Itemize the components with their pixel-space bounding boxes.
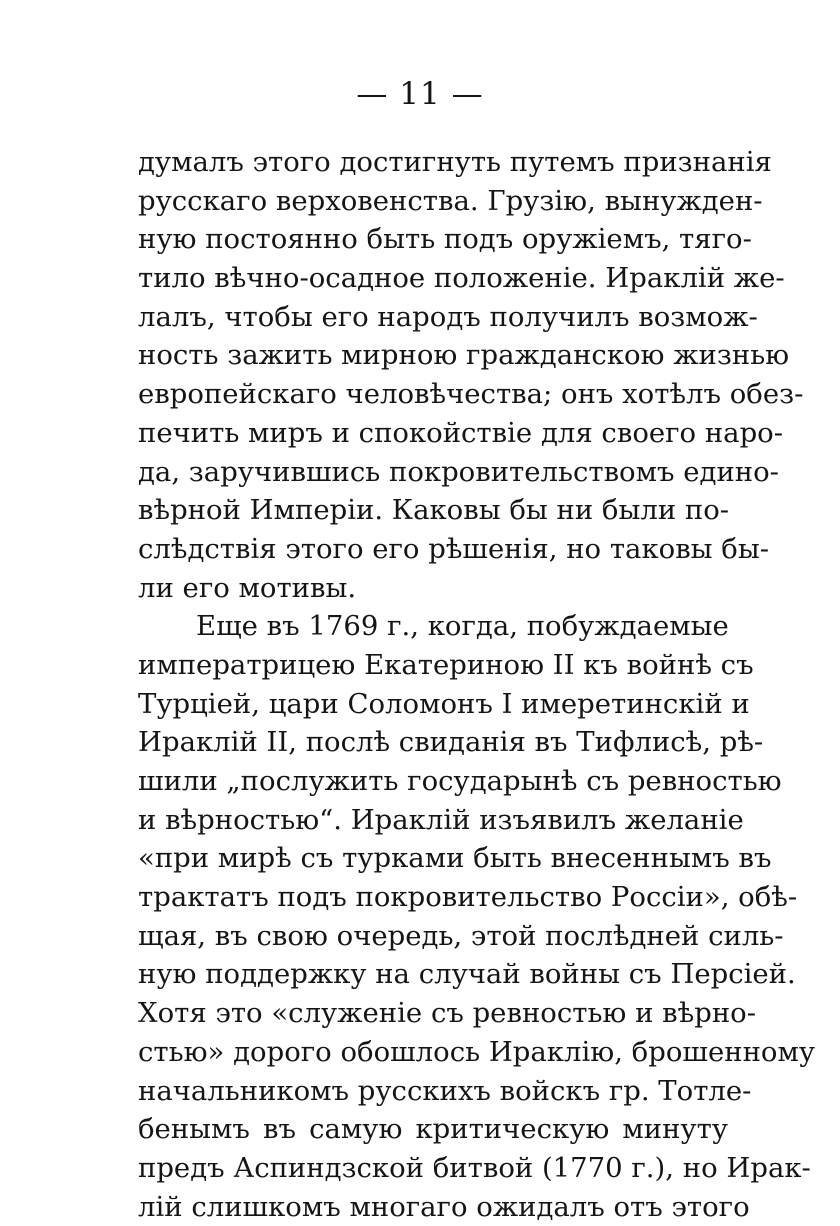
paragraph-2	[138, 607, 816, 1226]
text-line: предъ Аспиндзской битвой (1770 г.), но Ирак-	[138, 1151, 811, 1184]
text-line: шили „послужить государынѣ съ ревностью	[138, 765, 782, 797]
paragraph-1	[138, 143, 804, 607]
text-line: вѣрной Имперіи. Каковы бы ни были по-	[138, 494, 730, 527]
text-line: ли его мотивы.	[138, 571, 357, 604]
text-line: и вѣрностью“. Ираклій изъявилъ желаніе	[138, 803, 744, 836]
text-line: начальникомъ русскихъ войскъ гр. Тотле-	[138, 1074, 752, 1107]
text-line: ную постоянно быть подъ оружіемъ, тяго-	[138, 223, 752, 256]
text-line: лалъ, чтобы его народъ получилъ возмож-	[138, 300, 758, 333]
text-line: тило вѣчно-осадное положеніе. Ираклій же-	[138, 262, 785, 295]
text-line: лій слишкомъ многаго ожидалъ отъ этого	[138, 1190, 750, 1223]
body-text	[138, 143, 816, 1226]
text-line: ную поддержку на случай войны съ Персіей.	[138, 958, 796, 991]
text-line: щая, въ свою очередь, этой послѣдней силь-	[138, 919, 784, 952]
page-number: — 11 —	[356, 76, 484, 112]
text-line: бенымъ въ самую критическую минуту	[138, 1113, 728, 1146]
text-line: трактатъ подъ покровительство Россіи», обѣ-	[138, 881, 798, 914]
text-line: думалъ этого достигнуть путемъ признанія	[138, 146, 772, 178]
text-line: «при мирѣ съ турками быть внесеннымъ въ	[138, 842, 772, 875]
text-line: Ираклій II, послѣ свиданія въ Тифлисѣ, рѣ-	[138, 726, 764, 759]
text-line: стью» дорого обошлось Ираклію, брошенному	[138, 1035, 816, 1068]
text-line: да, заручившись покровительствомъ едино-	[138, 455, 779, 488]
text-line: императрицею Екатериною II къ войнѣ съ	[138, 648, 754, 681]
text-line: слѣдствія этого его рѣшенія, но таковы бы-	[138, 532, 770, 565]
text-line: Хотя это «служеніе съ ревностью и вѣрно-	[138, 997, 757, 1030]
text-line: Еще въ 1769 г., когда, побуждаемые	[196, 610, 729, 643]
text-line: печить миръ и спокойствіе для своего наро-	[138, 416, 784, 449]
text-line: Турціей, цари Соломонъ I имеретинскій и	[138, 687, 750, 720]
text-line: ность зажить мирною гражданскою жизнью	[138, 339, 790, 372]
text-line: русскаго верховенства. Грузію, вынужден-	[138, 184, 763, 217]
text-line: европейскаго человѣчества; онъ хотѣлъ обез-	[138, 378, 804, 411]
